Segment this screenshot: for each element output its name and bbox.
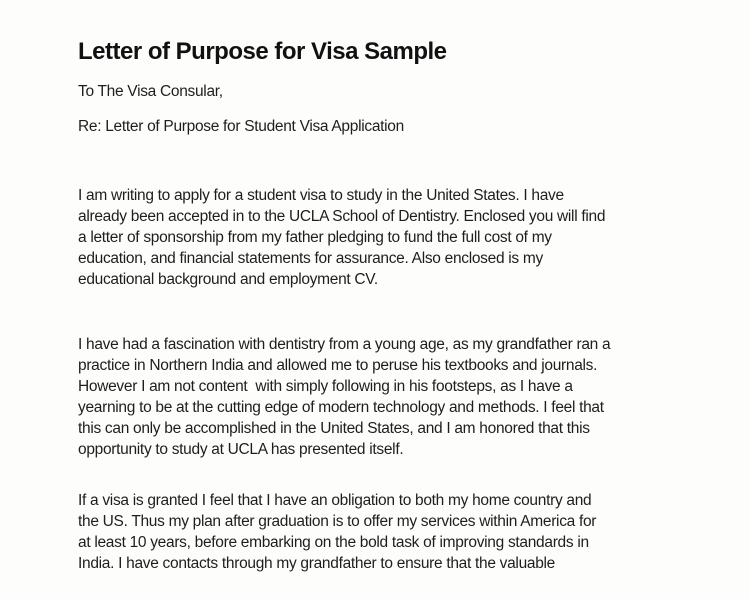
text-line: If a visa is granted I feel that I have an obligation to both my home country and xyxy=(78,492,592,509)
text-line: I am writing to apply for a student visa to study in the United States. I have xyxy=(78,187,564,204)
paragraph-plans xyxy=(78,490,675,574)
text-line: yearning to be at the cutting edge of modern technology and methods. I feel that xyxy=(78,399,604,416)
text-line: opportunity to study at UCLA has presented itself. xyxy=(78,441,404,458)
letter-document xyxy=(0,37,750,599)
text-line: already been accepted in to the UCLA School of Dentistry. Enclosed you will find xyxy=(78,208,606,225)
text-line: a letter of sponsorship from my father pledging to fund the full cost of my xyxy=(78,229,552,246)
text-line: I have had a fascination with dentistry from a young age, as my grandfather ran a xyxy=(78,336,611,353)
text-line: educational background and employment CV. xyxy=(78,271,378,288)
text-line: at least 10 years, before embarking on the bold task of improving standards in xyxy=(78,534,589,551)
letter-title: Letter of Purpose for Visa Sample xyxy=(78,38,447,65)
text-line: practice in Northern India and allowed me to peruse his textbooks and journals. xyxy=(78,357,598,374)
paragraph-motivation xyxy=(78,334,675,460)
text-line: However I am not content with simply following in his footsteps, as I have a xyxy=(78,378,573,395)
salutation-line: To The Visa Consular, xyxy=(78,83,223,100)
subject-line: Re: Letter of Purpose for Student Visa Application xyxy=(78,118,404,135)
text-line: the US. Thus my plan after graduation is to offer my services within America for xyxy=(78,513,597,530)
text-line: education, and financial statements for assurance. Also enclosed is my xyxy=(78,250,543,267)
paragraph-intro xyxy=(78,185,675,290)
text-line: this can only be accomplished in the United States, and I am honored that this xyxy=(78,420,590,437)
text-line: India. I have contacts through my grandfather to ensure that the valuable xyxy=(78,555,555,572)
